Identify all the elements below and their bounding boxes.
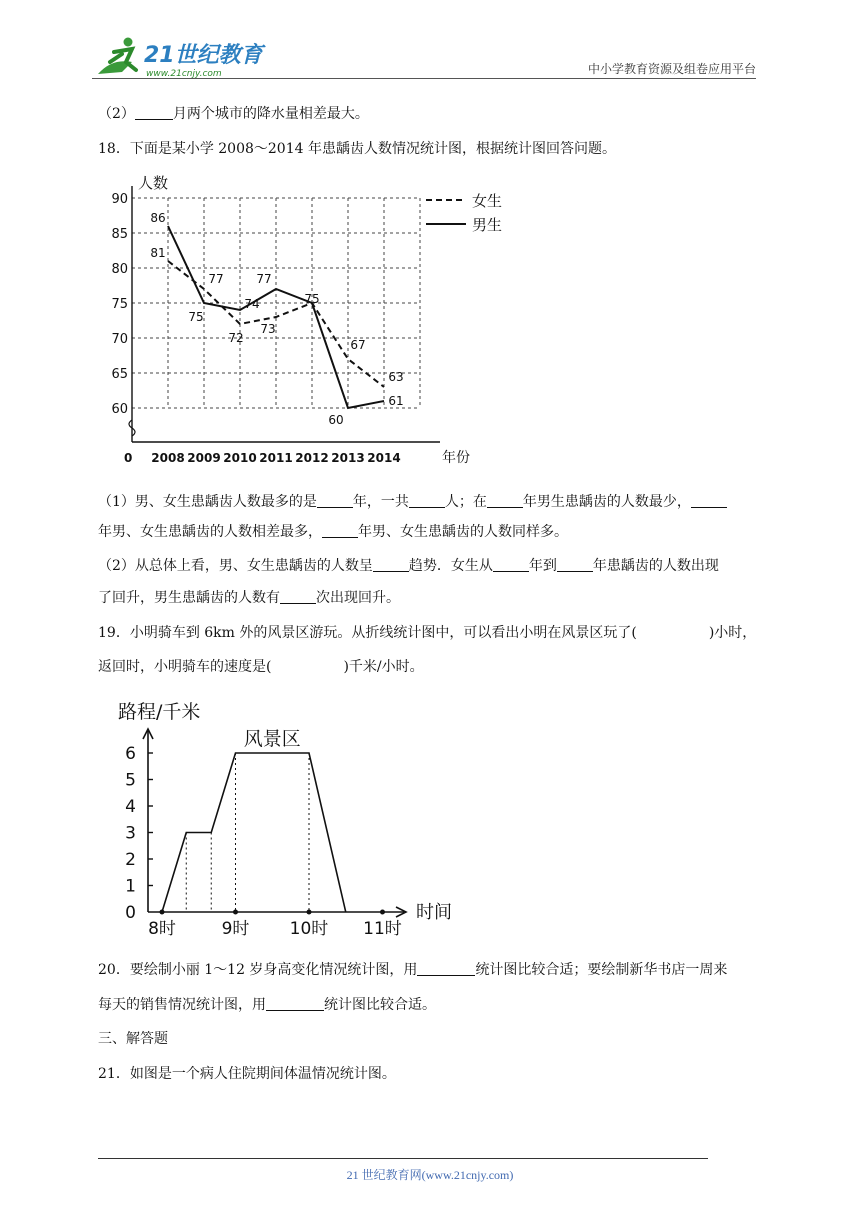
header-divider [92, 78, 756, 79]
y-tick-label: 0 [125, 903, 136, 923]
data-label: 72 [228, 331, 244, 345]
x-tick-label: 2012 [295, 451, 329, 465]
y-tick-label: 4 [125, 797, 136, 817]
y-tick-label: 60 [112, 402, 128, 417]
x-tick-label: 10时 [289, 919, 329, 939]
y-tick-label: 2 [125, 850, 136, 870]
y-tick-label: 70 [112, 332, 128, 347]
x-tick-label: 11时 [363, 919, 402, 939]
y-axis-label: 人数 [138, 174, 169, 192]
legend-label-girls: 女生 [472, 192, 503, 210]
data-label: 73 [260, 322, 276, 336]
x-tick-label: 2010 [223, 451, 257, 465]
q18-part2-line2: 了回升，男生患龋齿的人数有 次出现回升。 [98, 590, 400, 606]
caries-line-chart [112, 168, 532, 473]
distance-line [162, 753, 346, 912]
x-tick-label: 2013 [331, 451, 365, 465]
data-label: 61 [388, 394, 404, 408]
data-label: 75 [304, 292, 320, 306]
data-label: 63 [388, 370, 404, 384]
origin-label: 0 [124, 451, 133, 465]
q19-line2: 返回时，小明骑车的速度是( )千米/小时。 [98, 659, 424, 675]
data-label: 77 [256, 272, 272, 286]
q17-part2: （2） 月两个城市的降水量相差最大。 [98, 106, 369, 122]
section-heading: 三、解答题 [98, 1031, 168, 1047]
data-label: 67 [350, 338, 366, 352]
q20-line1: 20．要绘制小丽 1～12 岁身高变化情况统计图，用 统计图比较合适；要绘制新华书店一周来 [98, 962, 728, 978]
data-label: 74 [244, 297, 260, 311]
x-tick-label: 2008 [151, 451, 185, 465]
x-tick-dot [380, 910, 385, 915]
x-axis-label: 年份 [442, 450, 470, 466]
y-axis-label: 路程/千米 [118, 701, 201, 723]
logo-text: 21世纪教育 [144, 43, 263, 68]
y-tick-label: 6 [125, 744, 136, 764]
header-platform-text: 中小学教育资源及组卷应用平台 [587, 62, 756, 76]
x-tick-label: 2009 [187, 451, 221, 465]
ride-distance-chart [112, 692, 472, 942]
data-label: 77 [208, 272, 224, 286]
legend-label-boys: 男生 [472, 216, 503, 234]
q18-part1-line1: （1）男、女生患龋齿人数最多的是 年，一共 人；在 年男生患龋齿的人数最少， [98, 492, 778, 512]
q20-line2: 每天的销售情况统计图，用 统计图比较合适。 [98, 997, 436, 1013]
q18-part2-line1: （2）从总体上看，男、女生患龋齿的人数呈 趋势．女生从 年到 年患龋齿的人数出现 [98, 558, 719, 574]
logo-url: www.21cnjy.com [146, 69, 222, 79]
y-tick-label: 75 [112, 297, 128, 312]
q18-stem: 18．下面是某小学 2008～2014 年患龋齿人数情况统计图，根据统计图回答问题。 [98, 141, 616, 157]
y-tick-label: 80 [112, 262, 128, 277]
footer-divider [98, 1158, 708, 1159]
y-tick-label: 90 [112, 192, 128, 207]
q19-line1: 19．小明骑车到 6km 外的风景区游玩。从折线统计图中，可以看出小明在风景区玩了( )小时， [98, 625, 757, 641]
data-label: 60 [328, 413, 344, 427]
y-tick-label: 85 [112, 227, 128, 242]
y-tick-label: 3 [125, 823, 136, 844]
y-tick-label: 5 [125, 770, 136, 791]
x-tick-label: 2014 [367, 451, 401, 465]
footer-text: 21 世纪教育网(www.21cnjy.com) [346, 1168, 514, 1182]
scenic-area-annotation: 风景区 [243, 728, 301, 750]
q18-part1-line2: 年男、女生患龋齿的人数相差最多， 年男、女生患龋齿的人数同样多。 [98, 524, 568, 540]
x-axis-label: 时间 [416, 902, 452, 923]
y-tick-label: 65 [112, 367, 128, 382]
x-tick-label: 9时 [221, 919, 250, 939]
q21-stem: 21．如图是一个病人住院期间体温情况统计图。 [98, 1066, 396, 1082]
x-tick-label: 8时 [148, 919, 176, 939]
data-label: 86 [150, 211, 166, 225]
data-label: 81 [150, 246, 166, 260]
data-label: 75 [188, 310, 204, 324]
x-tick-label: 2011 [259, 451, 293, 465]
y-tick-label: 1 [125, 876, 136, 897]
site-logo [92, 32, 272, 82]
